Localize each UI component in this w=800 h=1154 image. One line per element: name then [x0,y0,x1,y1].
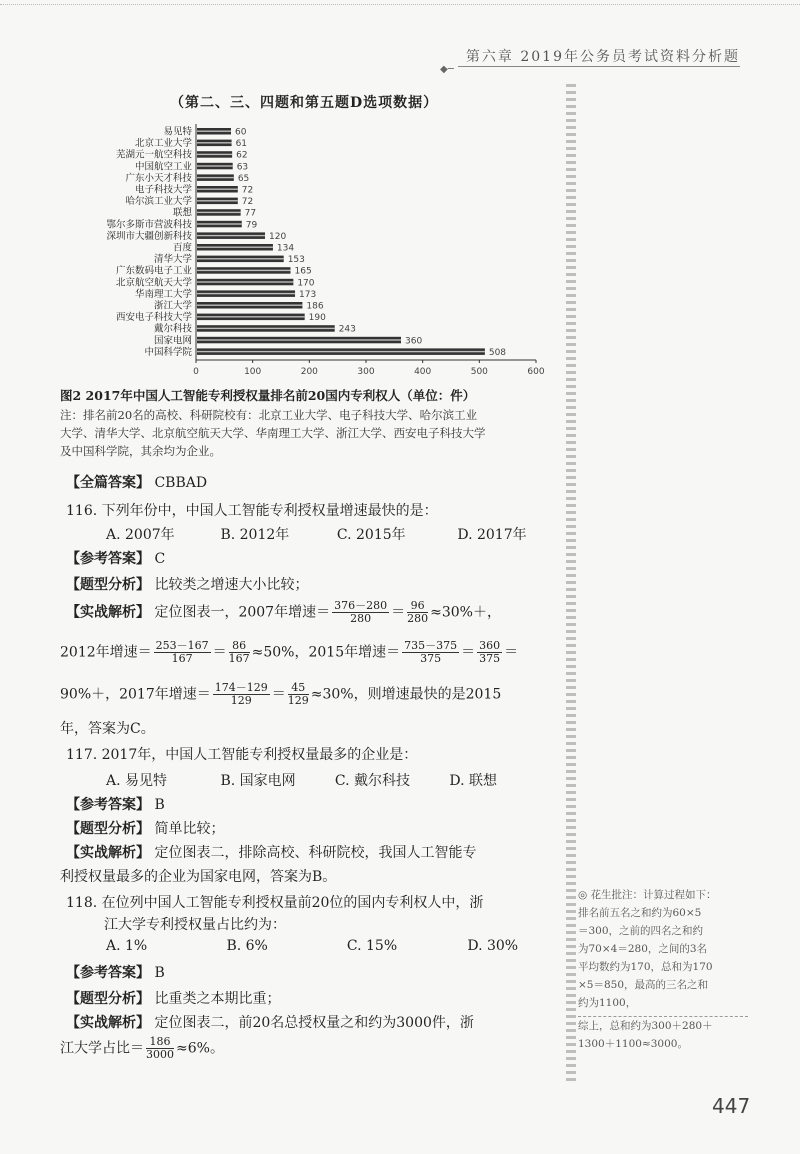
running-header: 第六章 2019年公务员考试资料分析题 [465,49,740,65]
bar-stripe [197,270,291,271]
bar-stripe [197,351,485,352]
q117-option-d: D. 联想 [449,773,497,789]
value-label: 165 [294,266,312,277]
side-note-line: ×5＝850，最高的三名之和 [578,979,709,991]
q117-option-b: B. 国家电网 [220,773,296,789]
answers-all-label: 【全篇答案】 [66,475,150,491]
value-label: 61 [235,139,248,150]
q116-solution-line-1: 【实战解析】 定位图表一，2007年增速＝ $\frac{376-280}{280}$ ＝ $\frac{96}{280}$ ≈30%＋， [66,599,501,625]
q116-stem: 116. 下列年份中，中国人工智能专利授权量增速最快的是： [66,503,438,519]
category-label: 广东数码电子工业 [115,265,192,277]
category-label: 清华大学 [153,254,192,266]
bar-stripe [197,339,401,340]
side-note-line: 1300＋1100≈3000。 [578,1038,688,1050]
q118-option-b: B. 6% [226,938,268,954]
q116-frac6: $\frac{360}{375}$ [479,639,501,665]
category-label: 哈尔滨工业大学 [125,196,192,208]
q116-solution-line-2: 2012年增速＝ $\frac{253-167}{167}$ ＝ $\frac{86}{167}$ ≈50%，2015年增速＝ $\frac{735-375}{375}$ ＝ $\frac{360}{375}$ ＝ [60,639,519,665]
x-tick-label: 200 [300,367,318,377]
side-note-line: ◎ 花生批注：计算过程如下： [578,889,717,901]
q116-sol1: 定位图表一，2007年增速＝ [154,604,331,621]
bar-stripe [197,316,305,317]
q117-solution-line-2: 利授权量最多的企业为国家电网，答案为B。 [60,869,337,885]
side-note-line: ＝300，之前的四名之和约 [578,925,704,937]
q118-ref: 【参考答案】 B [66,965,165,981]
q116-ref [66,548,566,568]
bar-stripe [197,142,232,143]
side-note-line: 为70×4＝280，之间的3名 [578,943,708,955]
value-label: 134 [276,243,295,254]
x-tick-label: 0 [193,367,199,377]
value-label: 173 [299,289,317,300]
q116-option-b: B. 2012年 [220,527,290,543]
q116-solution-line-4: 年，答案为C。 [60,721,155,737]
bar-stripe [197,131,231,132]
x-tick-label: 100 [244,367,262,377]
category-label: 广东小天才科技 [125,172,192,184]
value-label: 120 [269,231,287,242]
q117-stem: 117. 2017年，中国人工智能专利授权量最多的企业是： [66,747,418,763]
x-tick-label: 300 [357,367,375,377]
figure-caption: 图2 2017年中国人工智能专利授权量排名前20国内专利权人（单位：件） [60,388,476,403]
bar-stripe [197,154,232,155]
category-label: 中国航空工业 [134,161,192,173]
q118-options [106,938,566,954]
q116-solution-line-3: 90%＋，2017年增速＝ $\frac{174-129}{129}$ ＝ $\frac{45}{129}$ ≈30%，则增速最快的是2015 [60,681,502,707]
bar-chart [60,118,560,384]
q116-frac8: $\frac{45}{129}$ [287,681,309,707]
q116-frac1: $\frac{376-280}{280}$ [334,599,388,625]
value-label: 63 [236,162,249,173]
value-label: 60 [235,127,247,138]
q118-frac: $\frac{186}{3000}$ [146,1035,174,1061]
value-label: 186 [306,301,324,312]
q116-type-label: 【题型分析】 [66,577,150,593]
figure-note-line-1: 注：排名前20名的高校、科研院校有：北京工业大学、电子科技大学、哈尔滨工业 [60,408,478,422]
q116-ref-value: C [154,551,166,567]
side-note-line: 排名前五名之和约为60×5 [578,907,702,919]
answers-all [66,472,566,492]
q116-type [66,574,566,594]
q117-option-a: A. 易见特 [106,773,168,789]
category-label: 联想 [172,207,192,219]
bar-stripe [197,177,234,178]
value-label: 79 [245,220,258,231]
side-note-line: 平均数约为170，总和为170 [578,961,713,973]
q116-frac5: $\frac{735-375}{375}$ [404,639,458,665]
q118-stem-2: 江大学专利授权量占比约为： [104,917,286,933]
chart-title: （第二、三、四题和第五题D选项数据） [170,95,439,111]
category-label: 北京工业大学 [134,138,192,150]
side-note-line: 约为1100， [578,997,637,1009]
bar-stripe [197,200,238,201]
value-label: 77 [244,208,257,219]
category-label: 鄂尔多斯市营波科技 [106,219,192,231]
q117-type: 【题型分析】 简单比较； [66,821,225,837]
bar-stripe [197,223,242,224]
bar-stripe [197,258,284,259]
category-label: 北京航空航天大学 [115,277,192,289]
category-label: 戴尔科技 [153,323,192,335]
q116-option-c: C. 2015年 [336,527,406,543]
q118-solution-line-1: 【实战解析】 定位图表二，前20名总授权量之和约为3000件，浙 [66,1015,474,1031]
q116-option-d: D. 2017年 [457,527,527,543]
value-label: 65 [237,173,250,184]
category-label: 芜湖元一航空科技 [115,149,192,161]
q116-sol-label: 【实战解析】 [66,604,150,621]
q118-option-a: A. 1% [106,938,148,954]
bar-stripe [197,281,293,282]
answers-all-value: CBBAD [154,475,208,491]
q117-option-c: C. 戴尔科技 [334,773,411,789]
category-label: 国家电网 [153,335,192,347]
value-label: 190 [308,313,326,324]
margin-divider [566,84,576,1084]
q116-options [106,524,566,544]
q116-frac2: $\frac{96}{280}$ [407,599,429,625]
category-label: 易见特 [163,126,192,138]
bar-stripe [197,247,273,248]
x-tick-label: 600 [527,367,545,377]
q118-option-d: D. 30% [467,938,519,954]
bar-stripe [197,305,302,306]
q117-options [106,770,566,790]
category-label: 浙江大学 [153,300,192,312]
value-label: 72 [241,197,254,208]
bar-stripe [197,189,238,190]
side-note-line: 综上，总和约为300＋280＋ [578,1016,748,1035]
header-rule [458,66,740,67]
bar-stripe [197,328,335,329]
value-label: 72 [241,185,254,196]
category-label: 百度 [172,242,192,254]
value-label: 360 [405,336,423,347]
q118-solution-line-2: 江大学占比＝ $\frac{186}{3000}$ ≈6%。 [60,1035,224,1061]
q116-option-a: A. 2007年 [106,527,175,543]
figure-note-line-2: 大学、清华大学、北京航空航天大学、华南理工大学、浙江大学、西安电子科技大学 [60,426,486,440]
x-tick-label: 500 [470,367,488,377]
top-border [0,4,800,11]
category-label: 电子科技大学 [134,184,192,196]
q117-solution-line-1: 【实战解析】 定位图表二，排除高校、科研院校，我国人工智能专 [66,845,477,861]
q116-frac4: $\frac{86}{167}$ [228,639,250,665]
x-tick-label: 400 [414,367,432,377]
bar-stripe [197,212,241,213]
q116-type-value: 比较类之增速大小比较； [154,577,309,593]
value-label: 62 [236,150,248,161]
category-label: 中国科学院 [144,346,192,358]
q116-ref-label: 【参考答案】 [66,551,150,567]
q118-type: 【题型分析】 比重类之本期比重； [66,991,281,1007]
q117-ref: 【参考答案】 B [66,797,165,813]
figure-note-line-3: 及中国科学院，其余均为企业。 [60,444,221,458]
category-label: 华南理工大学 [134,288,192,300]
category-label: 深圳市大疆创新科技 [106,230,192,242]
value-label: 508 [488,347,507,358]
value-label: 243 [338,324,356,335]
value-label: 153 [287,255,305,266]
q118-stem-1: 118. 在位列中国人工智能专利授权量前20位的国内专利权人中，浙 [66,895,484,911]
category-label: 西安电子科技大学 [115,312,192,324]
bar-stripe [197,235,265,236]
header-ornament: ◆─ [440,64,454,75]
side-note [578,886,748,1053]
bar-stripe [197,293,295,294]
q116-frac7: $\frac{174-129}{129}$ [214,681,268,707]
value-label: 170 [297,278,315,289]
q116-frac3: $\frac{253-167}{167}$ [155,639,209,665]
q118-option-c: C. 15% [346,938,398,954]
page-number: 447 [712,1094,751,1118]
bar-stripe [197,165,233,166]
